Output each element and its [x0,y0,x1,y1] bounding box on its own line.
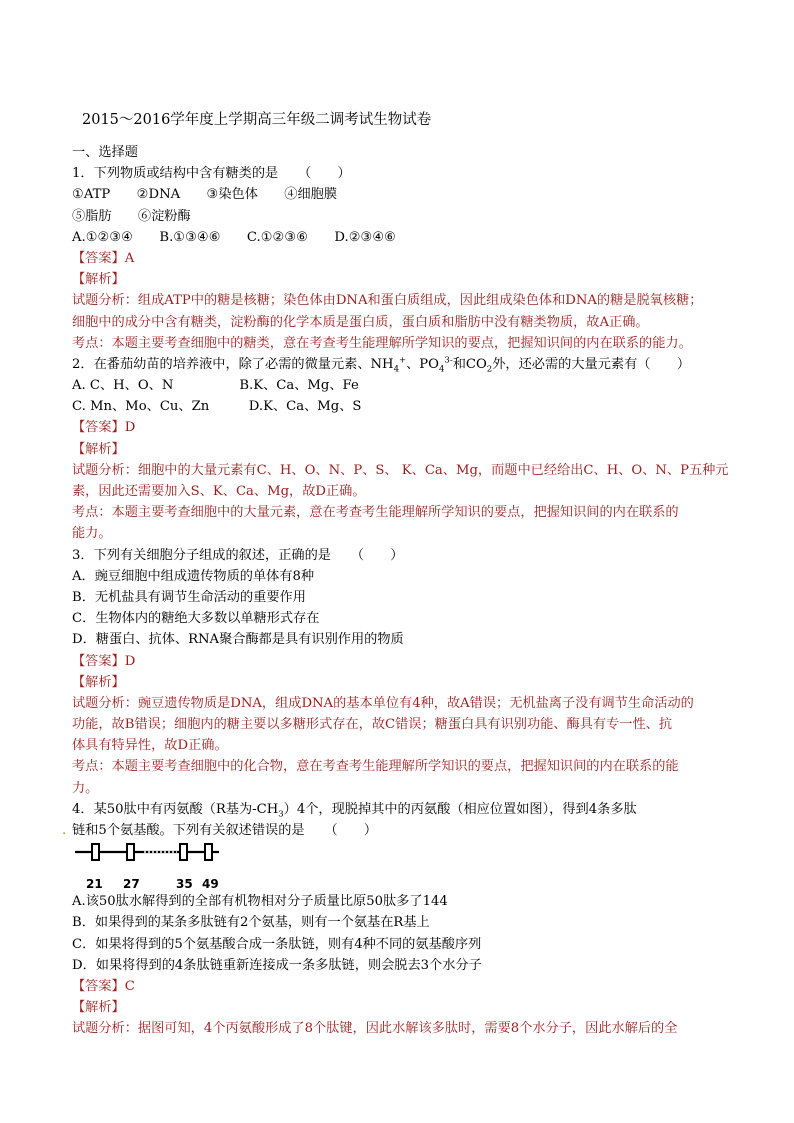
q4-answer: 【答案】C [72,978,135,994]
q4-option-a: A.该50肽水解得到的全部有机物相对分子质量比原50肽多了144 [72,894,448,910]
section-heading: 一、选择题 [72,145,138,160]
q2-answer: 【答案】D [72,420,136,436]
q2-superscript: + [398,355,407,366]
q4-stem-2 [62,820,732,841]
q4-analysis-label: 【解析】 [72,1000,125,1016]
q4-stem-1 [72,799,732,820]
peptide-chain-graphic [72,841,232,873]
q2-superscript: 3- [444,355,453,366]
alanine-box-27 [127,844,134,860]
q1-items-2: ⑤脂肪 ⑥淀粉酶 [72,208,191,224]
q1-items-1: ①ATP ②DNA ③染色体 ④细胞膜 [72,187,338,203]
q3-option-b: B．无机盐具有调节生命活动的重要作用 [72,589,306,605]
alanine-box-35 [180,844,187,860]
position-label: 21 [86,877,103,892]
q1-stem: 1．下列物质或结构中含有糖类的是 （ ） [72,166,351,182]
position-label: 27 [123,877,140,892]
q3-point-2: 力。 [72,780,99,796]
q3-analysis-1: 试题分析：豌豆遗传物质是DNA，组成DNA的基本单位有4种，故A错误；无机盐离子没有调节生命活动的 [72,695,694,711]
q4-subscript: 3 [278,809,284,820]
bullet-dot: . [62,823,67,838]
q2-analysis-label: 【解析】 [72,441,125,457]
q2-analysis-1: 试题分析：细胞中的大量元素有C、H、O、N、P、S、 K、Ca、Mg，而题中已经给出C、H、O、N、P五种元 [72,462,729,478]
q3-analysis-3: 体具有特异性，故D正确。 [72,738,228,754]
q2-stem-part: 和CO [452,356,487,372]
q2-stem-part: 、PO [406,356,439,372]
page-title: 2015～2016学年度上学期高三年级二调考试生物试卷 [82,112,432,128]
q3-option-d: D．糖蛋白、抗体、RNA聚合酶都是具有识别作用的物质 [72,632,404,648]
peptide-diagram [72,841,732,891]
q2-options-1: A. C、H、O、N B.K、Ca、Mg、Fe [72,378,359,394]
q2-point-1: 考点：本题主要考查细胞中的大量元素，意在考查考生能理解所学知识的要点，把握知识间的内在联系的 [72,505,679,521]
alanine-box-21 [92,844,99,860]
q1-analysis-2: 细胞中的成分中含有糖类，淀粉酶的化学本质是蛋白质，蛋白质和脂肪中没有糖类物质，故A正确。 [72,314,649,330]
q2-stem-part: 2．在番茄幼苗的培养液中，除了必需的微量元素、NH [72,356,394,372]
q1-point: 考点：本题主要考查细胞中的糖类，意在考查考生能理解所学知识的要点，把握知识间的内在联系的能力。 [72,335,692,351]
q3-stem: 3．下列有关细胞分子组成的叙述，正确的是 （ ） [72,547,404,563]
position-label: 35 [176,877,193,892]
q2-subscript: 4 [438,364,445,375]
q4-option-c: C．如果将得到的5个氨基酸合成一条肽链，则有4种不同的氨基酸序列 [72,936,482,952]
q3-option-c: C．生物体内的糖绝大多数以单糖形式存在 [72,611,320,627]
q2-subscript: 4 [393,364,399,375]
q2-point-2: 能力。 [72,526,112,542]
q3-analysis-label: 【解析】 [72,674,125,690]
q1-analysis-label: 【解析】 [72,272,125,288]
q4-stem-part: 4．某50肽中有丙氨酸（R基为-CH [72,801,279,817]
q1-answer: 【答案】A [72,250,135,266]
alanine-box-49 [205,844,212,860]
q1-analysis-1: 试题分析：组成ATP中的糖是核糖；染色体由DNA和蛋白质组成，因此组成染色体和DNA的糖是脱氧核糖； [72,293,703,309]
q2-stem-part: 外，还必需的大量元素有（ ） [492,356,691,372]
position-label: 49 [202,877,219,892]
q3-point-1: 考点：本题主要考查细胞中的化合物，意在考查考生能理解所学知识的要点，把握知识间的内在联系的能 [72,759,679,775]
q4-option-b: B．如果得到的某条多肽链有2个氨基，则有一个氨基在R基上 [72,915,430,931]
q2-subscript: 2 [486,364,493,375]
q4-stem-part: 链和5个氨基酸。下列有关叙述错误的是 （ ） [72,823,378,838]
q3-analysis-2: 功能，故B错误；细胞内的糖主要以多糖形式存在，故C错误；糖蛋白具有识别功能、酶具有专一性、抗 [72,717,673,733]
exam-content [62,142,732,1040]
q3-answer: 【答案】D [72,653,136,669]
q3-option-a: A．豌豆细胞中组成遗传物质的单体有8种 [72,568,315,584]
q4-stem-part: ）4个，现脱掉其中的丙氨酸（相应位置如图），得到4条多肽 [283,801,637,817]
q2-options-2: C. Mn、Mo、Cu、Zn D.K、Ca、Mg、S [72,399,362,415]
q2-analysis-2: 素，因此还需要加入S、K、Ca、Mg，故D正确。 [72,484,366,499]
q4-analysis-1: 试题分析：据图可知，4个丙氨酸形成了8个肽键，因此水解该多肽时，需要8个水分子，因此水解后的全 [72,1021,678,1037]
q4-option-d: D．如果将得到的4条肽链重新连接成一条多肽链，则会脱去3个水分子 [72,957,482,973]
q1-options: A.①②③④ B.①③④⑥ C.①②③⑥ D.②③④⑥ [72,229,396,245]
q2-stem [72,354,732,375]
